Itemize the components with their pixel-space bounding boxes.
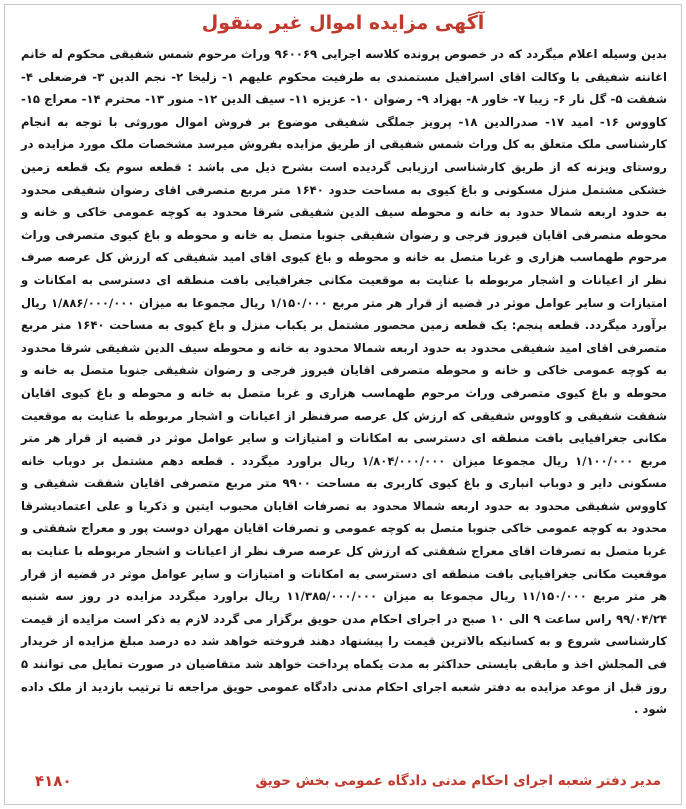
notice-body: بدین وسیله اعلام میگردد که در خصوص پرونده کلاسه اجرایی ۹۶۰۰۶۹ وراث مرحوم شمس شفیقی محکوم له خانم اغانته شفیقی با وکالت اقای اسرافیل مستمندی به طرفیت محکوم علیهم ۱- زلیخا ۲- نجم الدین ۳- فرضعلی ۴- شفقت ۵- گل نار ۶- زیبا ۷- خاور ۸- بهزاد ۹- رضوان ۱۰- عزیزه ۱۱- سیف الدین ۱۲- منور ۱۳- محترم ۱۴- معراج ۱۵- کاووس ۱۶- امید ۱۷- صدرالدین ۱۸- پرویز جملگی شفیقی موضوع بر فروش اموال موروثی با توجه به انجام کارشناسی ملک متعلق به کل وراث شمس شفیقی از طریق مزایده بفروش میرسد مشخصات ملک مورد مزایده در روستای ویزنه که از طریق کارشناسی ارزیابی گردیده است بشرح ذیل می باشد : قطعه سوم یک قطعه زمین خشکی مشتمل منزل مسکونی و باغ کیوی به مساحت حدود ۱۶۴۰ متر مربع متصرفی اقای رضوان شفیقی محدود به حدود اربعه شمالا حدود به خانه و محوطه سیف الدین شفیقی شرقا محدود به کوچه عمومی خاکی و خانه و محوطه متصرفی اقایان فیروز فرجی و رضوان شفیقی جنوبا متصل به خانه و محوطه و باغ کیوی متصرفی وراث مرحوم طهماسب هزاری و غربا متصل به خانه و محوطه و باغ کیوی اقای امید شفیقی که ارزش کل عرصه صرف نظر از اعیانات و اشجار مربوطه با عنایت به موقعیت مکانی جغرافیایی بافت منطقه ای دسترسی به امکانات و امتیازات و سایر عوامل موثر در قضیه از قرار هر متر مربع ۱/۱۵۰/۰۰۰ ریال مجموعا به میزان ۱/۸۸۶/۰۰۰/۰۰۰ ریال برآورد میگردد. قطعه پنجم: یک قطعه زمین محصور مشتمل بر یکباب منزل و باغ کیوی به مساحت ۱۶۴۰ متر مربع متصرفی اقای امید شفیقی محدود به حدود اربعه شمالا محدود به خانه و محوطه سیف الدین شفیقی شرقا محدود به کوچه عمومی خاکی و خانه و محوطه متصرفی اقایان فیروز فرجی و رضوان شفیقی جنوبا متصل به خانه و محوطه و باغ کیوی متصرفی وراث مرحوم طهماسب هزاری و غربا متصل به خانه و محوطه و باغ کیوی اقایان شفقت شفیقی و کاووس شفیقی که ارزش کل عرصه صرفنظر از اعیانات و اشجار مربوطه با عنایت به موقعیت مکانی جغرافیایی بافت منطقه ای دسترسی به امکانات و امتیازات و سایر عوامل موثر در قضیه از قرار هر متر مربع ۱/۱۰۰/۰۰۰ ریال مجموعا میزان ۱/۸۰۴/۰۰۰/۰۰۰ ریال براورد میگردد . قطعه دهم مشتمل بر دوباب خانه مسکونی دایر و دوباب انباری و باغ کیوی کاربری به مساحت ۹۹۰۰ متر مربع متصرفی اقایان شفقت شفیقی و کاووس شفیقی محدود به حدود اربعه شمالا محدود به تصرفات اقایان محبوب ایتین و ذکریا و علی اعتمادیشرقا محدود به کوچه عمومی خاکی جنوبا متصل به کوچه عمومی و تصرفات اقایان مهران دوست پور و معراج شفقتی و غربا متصل به تصرفات اقای معراج شفقتی که ارزش کل عرصه صرف نظر از اعیانات و اشجار مربوطه با عنایت به موقعیت مکانی جغرافیایی بافت منطقه ای دسترسی به امکانات و امتیازات و سایر عوامل موثر در قضیه از قرار هر متر مربع ۱۱/۱۵۰/۰۰۰ ریال مجموعا به میزان ۱۱/۳۸۵/۰۰۰/۰۰۰ ریال براورد میگردد مزایده در روز سه شنبه ۹۹/۰۴/۲۴ راس ساعت ۹ الی ۱۰ صبح در اجرای احکام مدن حویق برگزار می گردد لازم به ذکر است مزایده از قیمت کارشناسی شروع و به کسانیکه بالاترین قیمت را پیشنهاد دهند فروخته خواهد شد ده درصد مبلغ مزایده از خریدار فی المجلش اخذ و مابقی بایستی حداکثر به مدت یکماه پرداخت خواهد شد متقاضیان در صورت تمایل می توانند ۵ روز قبل از موعد مزایده به دفتر شعبه اجرای احکام مدنی دادگاه عمومی حویق مراجعه تا ترتیب بازدید از ملک داده شود .	[21, 47, 668, 717]
notice-code: ۴۱۸۰	[35, 772, 72, 790]
notice-frame	[4, 4, 682, 805]
issuer-signature: مدیر دفتر شعبه اجرای احکام مدنی دادگاه عمومی بخش حویق	[255, 773, 661, 789]
notice-footer	[19, 768, 661, 794]
notice-title: آگهی مزایده اموال غیر منقول	[201, 12, 485, 34]
